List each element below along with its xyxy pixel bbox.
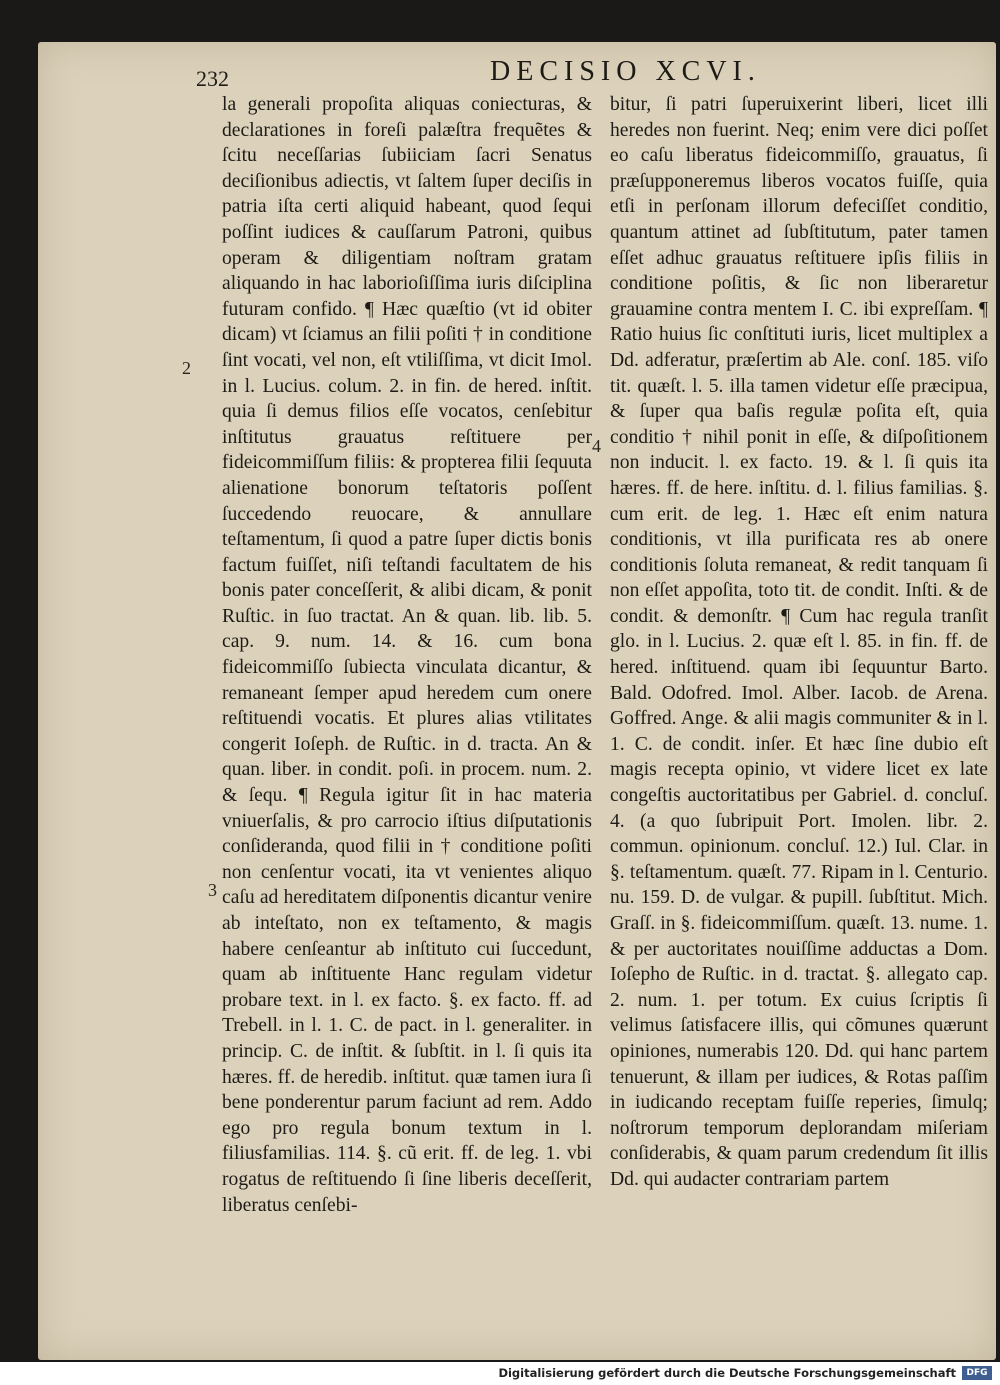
right-column-text: bitur, ſi patri ſuperuixerint liberi, licet illi heredes non fuerint. Neq; enim vere dici poſſet eo caſu liberatus fideicommiſſo, grauatus, ſi præſupponeremus liberos vocatos fuiſſe, quia etſi in perſonam illorum defeciſſet conditio, quantum attinet ad ſubſtitutum, pater tamen eſſet adhuc grauatus reſtituere ipſis filiis in conditione poſitis, & ſic non liberaretur grauamine contra mentem I. C. ibi expreſſam. ¶ Ratio huius ſic conſtituti iuris, licet multiplex a Dd. adferatur, præſertim ab Ale. conſ. 185. viſo tit. quæſt. l. 5. illa tamen videtur eſſe præcipua, & ſuper qua baſis regulæ poſita eſt, quia conditio † nihil ponit in eſſe, & diſpoſitionem non inducit. l. ex facto. 19. & l. ſi quis ita hæres. ff. de here. inſtitu. d. l. filius familias. §. cum erit. de leg. 1. Hæc eſt enim natura conditionis, vt illa purificata res ab onere conditionis ſoluta remaneat, & redit tanquam ſi non eſſet appoſita, toto tit. de condit. Inſti. & de condit. & demonſtr. ¶ Cum hac regula tranſit glo. in l. Lucius. 2. quæ eſt l. 85. in fin. ff. de hered. inſtituend. quam ibi ſequuntur Barto. Bald. Odofred. Imol. Alber. Iacob. de Arena. Goffred. Ange. & alii magis communiter & in l. 1. C. de condit. inſer. Et hæc ſine dubio eſt magis recepta opinio, vt videre licet ex late congeſtis auctoritatibus per Gabriel. d. concluſ. 4. (a quo ſubripuit Port. Imolen. libr. 2. commun. opinionum. concluſ. 12.) Iul. Clar. in §. teſtamentum. quæſt. 77. Ripam in l. Centurio. nu. 159. D. de vulgar. & pupill. ſubſtitut. Mich. Graſſ. in §. fideicommiſſum. quæſt. 13. nume. 1. & per auctoritates nouiſſime adductas a Dom. Ioſepho de Ruſtic. in d. tractat. §. allegato cap. 2. num. 1. per totum. Ex cuius ſcriptis ſi velimus ſatisfacere illis, qui cõmunes quærunt opiniones, numerabis 120. Dd. qui hanc partem tenuerunt, & illam per iudices, & Rotas paſſim in iudicando receptam fuiſſe reperies, ſimulq; noſtrorum temporum deplorandam miſeriam conſiderabis, & quam parum credendum ſit illis Dd. qui audacter contrariam partem (610, 94, 988, 1190)
left-column-text: la generali propoſita aliquas coniecturas, & declarationes in foreſi palæſtra frequẽtes & ſcitu neceſſarias ſubiiciam ſacri Senatus deciſionibus adiectis, vt ſaltem ſuper deciſis in patria iſta certi aliquid habeant, quod ſequi poſſint iudices & cauſſarum Patroni, quibus operam & diligentiam noſtram gratam aliquando in hac laborioſiſſima iuris diſciplina futuram confido. ¶ Hæc quæſtio (vt id obiter dicam) vt ſciamus an filii poſiti † in conditione ſint vocati, vel non, eſt vtiliſſima, vt dicit Imol. in l. Lucius. colum. 2. in fin. de hered. inſtit. quia ſi demus filios eſſe vocatos, cenſebitur inſtitutus grauatus reſtituere per fideicommiſſum filiis: & propterea filii ſequuta alienatione bonorum teſtatoris poſſent ſuccedendo reuocare, & annullare teſtamentum, ſi quod a patre ſuper dictis bonis factum fuiſſet, niſi teſtandi facultatem de his bonis pater conceſſerit, & alibi dicam, & ponit Ruſtic. in ſuo tractat. An & quan. lib. lib. 5. cap. 9. num. 14. & 16. cum bona fideicommiſſo ſubiecta vinculata dicantur, & remaneant ſemper apud heredem cum onere reſtituendi vocatis. Et plures alias vtilitates congerit Ioſeph. de Ruſtic. in d. tracta. An & quan. liber. in condit. poſi. in procem. num. 2. & ſequ. ¶ Regula igitur ſit in hac materia vniuerſalis, & pro carrocio iſtius diſputationis conſideranda, quod filii in † conditione poſiti non cenſentur vocati, ita vt venientes aliquo caſu ad hereditatem diſponentis dicantur venire ab inteſtato, non ex teſtamento, & magis habere cenſeantur ab inſtituto cui ſuccedunt, quam ab inſtituente Hanc regulam videtur probare text. in l. ex facto. §. ex facto. ff. ad Trebell. in l. 1. C. de pact. in l. generaliter. in princip. C. de inſtit. & ſubſtit. in l. ſi quis ita hæres. ff. de heredib. inſtitut. quæ tamen iura ſi bene ponderentur parum faciunt ad rem. Addo ego pro regula bonum textum in l. filiusfamilias. 114. §. cũ erit. ff. de leg. 1. vbi rogatus de reſtituendo ſi ſine liberis deceſſerit, liberatus cenſebi- (222, 94, 592, 1216)
footer-bar (0, 1362, 1000, 1385)
left-column (222, 92, 592, 1218)
footer-credit: Digitalisierung gefördert durch die Deutsche Forschungsgemeinschaft (498, 1366, 956, 1380)
right-column (610, 92, 988, 1193)
page-number: 232 (196, 66, 229, 91)
running-head: DECISIO XCVI. (490, 56, 761, 87)
margin-number-3: 3 (208, 880, 217, 900)
margin-number-2: 2 (182, 358, 191, 378)
margin-number-4: 4 (592, 436, 601, 456)
dfg-logo-icon: DFG (962, 1366, 992, 1380)
